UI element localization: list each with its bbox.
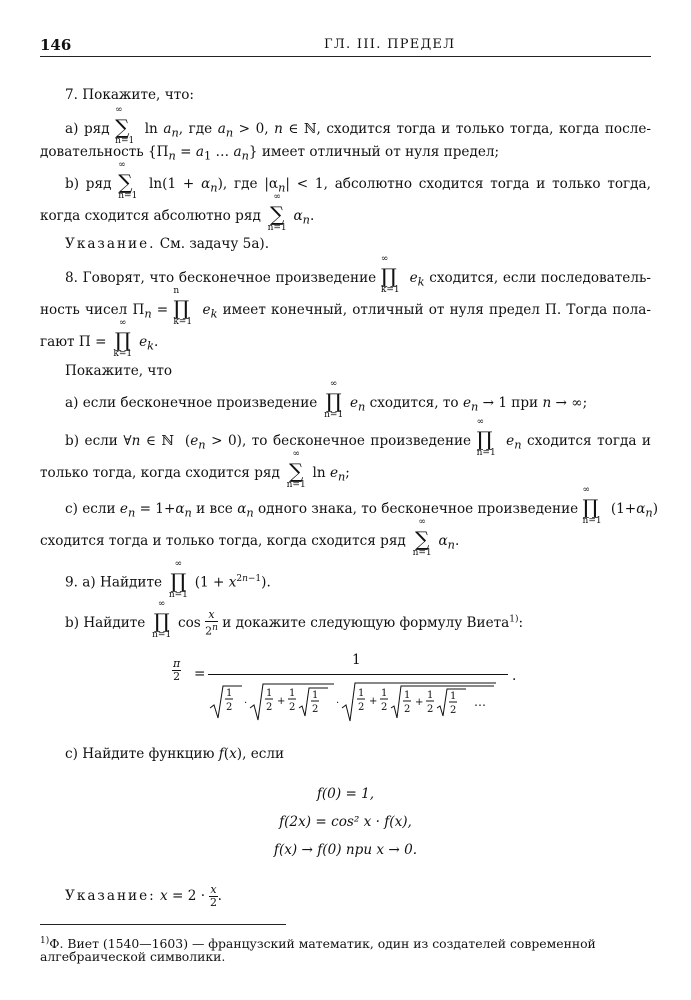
svg-text:1: 1 xyxy=(450,691,457,702)
problem-8-line1: 8. Говорят, что бесконечное произведение ∞ ∏ k=1 $e_k$ сходится, если последователь- xyxy=(65,254,651,295)
svg-text:·: · xyxy=(244,698,248,709)
equation-f0: f(0) = 1, xyxy=(316,786,375,802)
problem-8b-line2: только тогда, когда сходится ряд ∞ ∑ n=1 $\ln e_n$; xyxy=(40,449,350,490)
problem-7b-line1: b) ряд ∞ ∑ n=1 $\ln(1 + \alpha_n)$, где $|\alpha_n| < 1$, абсолютно сходится тогда и только тогда, xyxy=(65,160,651,201)
problem-9-hint: Указание: x = 2 · $\frac{x}{2}$ . xyxy=(65,883,222,909)
header-rule xyxy=(40,56,651,57)
problem-8c-line2: сходится тогда и только тогда, когда сходится ряд ∞ ∑ n=1 $\alpha_n$. xyxy=(40,517,460,558)
svg-text:1: 1 xyxy=(358,688,365,699)
svg-text:2: 2 xyxy=(381,702,388,713)
problem-8c-line1: c) если $e_n = 1+\alpha_n$ и все $\alpha_n$ одного знака, то бесконечное произведение ∞ ∏ n=1 $(1+\alpha_n)$ xyxy=(65,485,658,526)
svg-text:2: 2 xyxy=(450,705,457,716)
problem-8a: a) если бесконечное произведение ∞ ∏ n=1 $e_n$ сходится, то $e_n \to 1$ при n → ∞; xyxy=(65,379,588,420)
svg-text:·: · xyxy=(336,698,340,709)
problem-7-intro: 7. Покажите, что: xyxy=(65,87,194,103)
svg-text:1: 1 xyxy=(266,688,273,699)
svg-text:+: + xyxy=(369,696,378,707)
problem-9a: 9. а) Найдите ∞ ∏ n=1 $(1 + x^{2n-1})$. xyxy=(65,558,271,600)
svg-text:1: 1 xyxy=(427,690,434,701)
problem-8-line3: гают Π = ∞ ∏ k=1 $e_k$. xyxy=(40,318,159,359)
svg-text:1: 1 xyxy=(312,690,319,701)
svg-text:+: + xyxy=(415,697,424,708)
footnote-rule xyxy=(40,924,286,925)
svg-text:1: 1 xyxy=(226,688,233,699)
problem-7a-line1: a) ряд ∞ ∑ n=1 $\ln a_n$, где $a_n > 0$, n ∈ ℕ, сходится тогда и только тогда, когда после- xyxy=(65,105,651,146)
svg-text:2: 2 xyxy=(404,704,411,715)
problem-8b-line1: b) если ∀n ∈ ℕ $(e_n > 0)$, то бесконечное произведение ∞ ∏ n=1 $e_n$ сходится тогда и xyxy=(65,417,651,458)
svg-text:2: 2 xyxy=(289,702,296,713)
svg-text:…: … xyxy=(474,695,486,709)
equation-limit: f(x) → f(0) при x → 0. xyxy=(273,842,418,858)
svg-text:2: 2 xyxy=(358,702,365,713)
problem-9c: c) Найдите функцию f(x), если xyxy=(65,746,285,762)
svg-text:2: 2 xyxy=(427,704,434,715)
problem-8-show: Покажите, что xyxy=(65,363,173,379)
problem-7a-line2: довательность {$\Pi_n = a_1$ … $a_n$} имеет отличный от нуля предел; xyxy=(40,144,500,163)
footnote-line1: $^{1)}$Ф. Виет (1540—1603) — французский математик, один из создателей современной xyxy=(40,936,596,952)
page-number: 146 xyxy=(40,36,72,54)
svg-text:2: 2 xyxy=(226,702,233,713)
running-title: ГЛ. III. ПРЕДЕЛ xyxy=(324,37,456,52)
svg-text:1: 1 xyxy=(289,688,296,699)
equation-f2x: f(2x) = cos² x · f(x), xyxy=(279,814,412,830)
problem-7-hint: Указание. См. задачу 5а). xyxy=(65,236,270,252)
footnote-line2: алгебраической символики. xyxy=(40,949,226,964)
svg-text:2: 2 xyxy=(312,704,319,715)
svg-text:+: + xyxy=(277,696,286,707)
viete-denominator xyxy=(208,682,508,722)
problem-7b-line2: когда сходится абсолютно ряд ∞ ∑ n=1 $\alpha_n$. xyxy=(40,192,315,233)
problem-8-line2: ность чисел $\Pi_n$ = n ∏ k=1 $e_k$ имеет конечный, отличный от нуля предел Π. Тогда пола- xyxy=(40,286,651,327)
svg-text:1: 1 xyxy=(404,690,411,701)
problem-9b: b) Найдите ∞ ∏ n=1 cos $\frac{x}{2^n}$ и докажите следующую формулу Виета$^{1)}$: xyxy=(65,598,524,640)
viete-formula: $\frac{\pi}{2}$ = 1 . 1 2 · 1 2 + 1 2 1 2 · 1 2 + 1 2 1 2 + 1 2 1 2 … xyxy=(172,652,532,726)
running-header xyxy=(40,36,651,58)
svg-text:1: 1 xyxy=(381,688,388,699)
svg-text:2: 2 xyxy=(266,702,273,713)
